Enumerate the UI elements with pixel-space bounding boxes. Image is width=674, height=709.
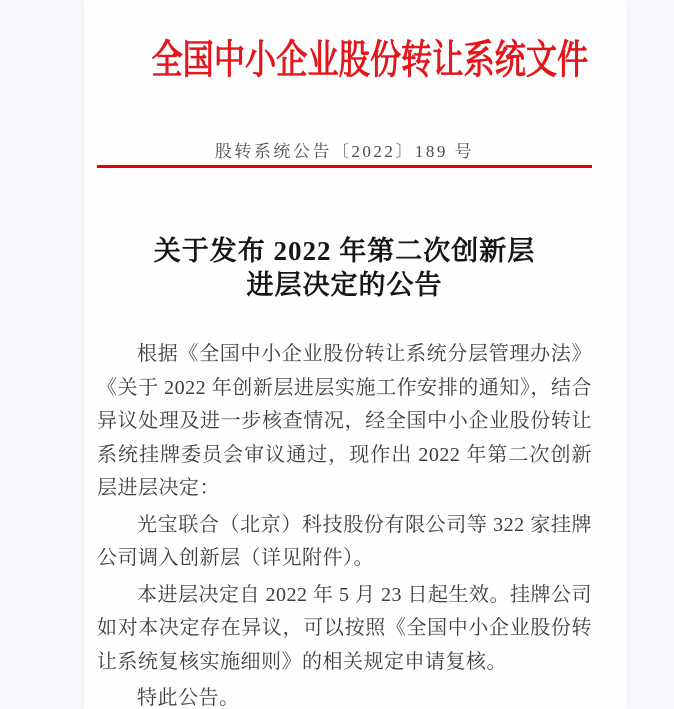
body-paragraph: 根据《全国中小企业股份转让系统分层管理办法》《关于 2022 年创新层进层实施工作安排的通知》，结合异议处理及进一步核查情况，经全国中小企业股份转让系统挂牌委员会审议通过，现作出 2022 年第二次创新层进层决定： [97, 343, 592, 499]
body-paragraph: 本进层决定自 2022 年 5 月 23 日起生效。挂牌公司如对本决定存在异议，可以按照《全国中小企业股份转让系统复核实施细则》的相关规定申请复核。 [97, 583, 592, 673]
document-number: 股转系统公告〔2022〕189 号 [214, 142, 475, 161]
body-paragraph: 特此公告。 [137, 687, 240, 709]
announcement-title-line2: 进层决定的公告 [246, 270, 443, 300]
announcement-title [97, 234, 592, 302]
body-paragraph: 光宝联合（北京）科技股份有限公司等 322 家挂牌公司调入创新层（详见附件）。 [97, 513, 592, 569]
announcement-body [97, 338, 592, 709]
document-page [84, 0, 627, 709]
announcement-title-line1: 关于发布 2022 年第二次创新层 [153, 236, 536, 266]
letterhead-org-title: 全国中小企业股份转让系统文件 [151, 37, 589, 82]
red-divider-line [97, 165, 592, 168]
